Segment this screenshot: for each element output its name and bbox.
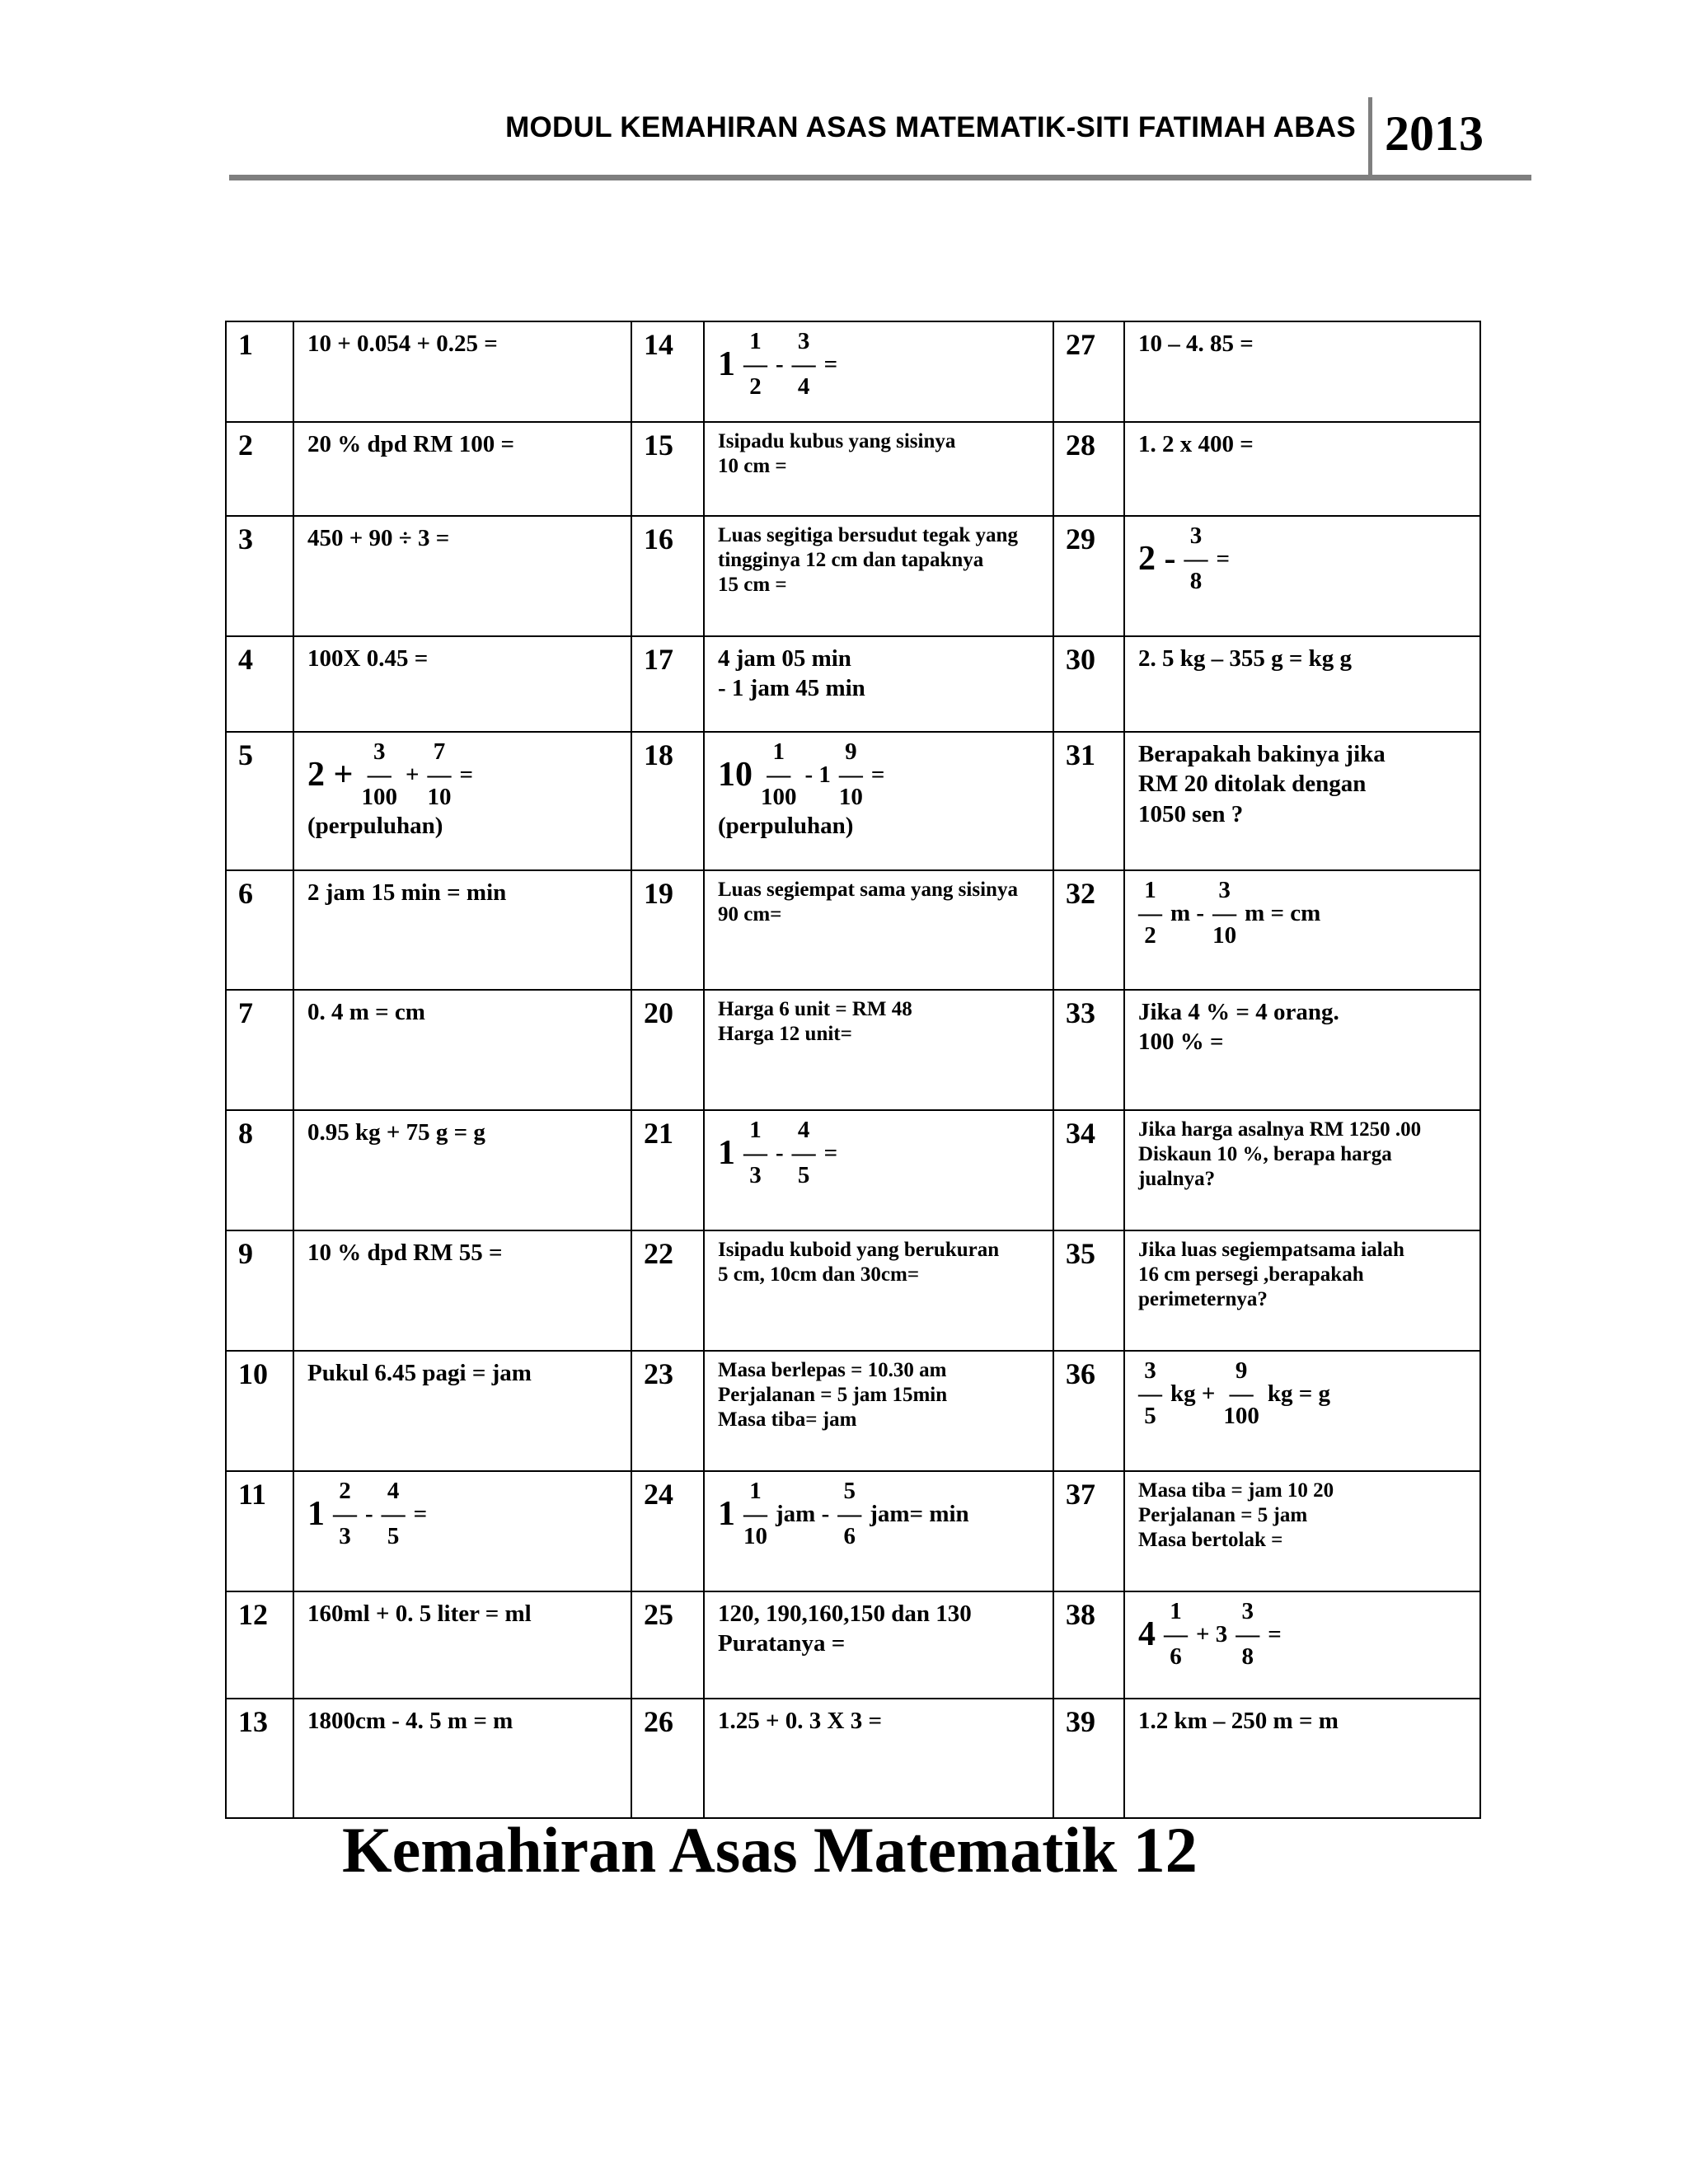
question-cell bbox=[704, 1699, 1053, 1818]
question-text: 0.95 kg + 75 g = g bbox=[307, 1119, 485, 1146]
question-cell bbox=[1124, 516, 1480, 636]
question-text: Isipadu kubus yang sisinya bbox=[718, 430, 956, 452]
fraction-denominator: 8 bbox=[1189, 568, 1203, 595]
question-number: 36 bbox=[1053, 1351, 1124, 1471]
question-text: Isipadu kuboid yang berukuran bbox=[718, 1239, 1000, 1261]
question-number: 39 bbox=[1053, 1699, 1124, 1818]
question-number: 30 bbox=[1053, 636, 1124, 732]
fraction bbox=[761, 739, 797, 811]
question-text: RM 20 ditolak dengan bbox=[1138, 771, 1367, 798]
question-number: 12 bbox=[226, 1591, 293, 1699]
fraction-expression bbox=[1138, 1358, 1471, 1430]
fraction-denominator: 4 bbox=[797, 373, 810, 401]
fraction bbox=[1164, 1599, 1188, 1671]
question-cell bbox=[704, 870, 1053, 990]
question-note: (perpuluhan) bbox=[307, 812, 443, 839]
fraction-bar: — bbox=[1138, 899, 1162, 926]
expression-tail: = bbox=[413, 1501, 428, 1528]
fraction-numerator: 3 bbox=[373, 738, 386, 765]
worksheet-row bbox=[226, 1699, 1480, 1818]
question-cell bbox=[704, 1230, 1053, 1351]
operator: - bbox=[776, 1140, 784, 1167]
operator: - bbox=[365, 1501, 373, 1528]
fraction bbox=[792, 329, 816, 401]
question-cell bbox=[293, 516, 631, 636]
fraction-numerator: 3 bbox=[1241, 1598, 1254, 1624]
fraction-bar: — bbox=[381, 1500, 406, 1527]
question-cell bbox=[704, 732, 1053, 870]
fraction-numerator: 9 bbox=[1235, 1357, 1248, 1384]
question-number: 22 bbox=[631, 1230, 704, 1351]
fraction-denominator: 10 bbox=[427, 784, 452, 811]
question-number: 17 bbox=[631, 636, 704, 732]
question-number: 15 bbox=[631, 422, 704, 516]
question-text: Masa tiba= jam bbox=[718, 1408, 857, 1431]
question-cell bbox=[1124, 870, 1480, 990]
question-text: 1800cm - 4. 5 m = m bbox=[307, 1708, 513, 1734]
question-cell bbox=[1124, 1591, 1480, 1699]
question-text: 1.2 km – 250 m = m bbox=[1138, 1708, 1339, 1734]
fraction-numerator: 3 bbox=[1189, 523, 1203, 549]
question-text: 10 – 4. 85 = bbox=[1138, 330, 1254, 357]
fraction bbox=[427, 739, 451, 811]
whole-number: 4 bbox=[1138, 1615, 1156, 1654]
question-cell bbox=[293, 732, 631, 870]
fraction-bar: — bbox=[743, 350, 767, 377]
fraction-bar: — bbox=[427, 761, 452, 788]
whole-number: 1 bbox=[718, 1495, 735, 1534]
operator: - bbox=[776, 351, 784, 378]
question-number: 24 bbox=[631, 1471, 704, 1591]
fraction-expression bbox=[307, 739, 622, 811]
question-cell bbox=[293, 1110, 631, 1230]
question-text: 4 jam 05 min bbox=[718, 645, 851, 672]
fraction-numerator: 9 bbox=[845, 738, 857, 765]
question-cell bbox=[293, 1351, 631, 1471]
question-cell bbox=[293, 1591, 631, 1699]
question-text: Harga 12 unit= bbox=[718, 1023, 852, 1045]
question-number: 19 bbox=[631, 870, 704, 990]
question-number: 33 bbox=[1053, 990, 1124, 1110]
question-text: tingginya 12 cm dan tapaknya bbox=[718, 549, 984, 571]
fraction-denominator: 3 bbox=[749, 1162, 762, 1189]
fraction-bar: — bbox=[743, 1500, 767, 1527]
fraction-bar: — bbox=[791, 1139, 816, 1166]
fraction bbox=[1138, 878, 1162, 949]
question-cell bbox=[704, 636, 1053, 732]
question-number: 9 bbox=[226, 1230, 293, 1351]
fraction-expression bbox=[718, 1118, 1044, 1189]
question-text: Perjalanan = 5 jam bbox=[1138, 1504, 1308, 1526]
fraction bbox=[1138, 1358, 1162, 1430]
question-number: 28 bbox=[1053, 422, 1124, 516]
question-number: 13 bbox=[226, 1699, 293, 1818]
question-note: (perpuluhan) bbox=[718, 812, 854, 839]
whole-number: 2 + bbox=[307, 756, 354, 794]
question-number: 5 bbox=[226, 732, 293, 870]
expression-tail: m = cm bbox=[1245, 900, 1321, 927]
fraction-bar: — bbox=[791, 350, 816, 377]
question-cell bbox=[1124, 990, 1480, 1110]
question-cell bbox=[704, 321, 1053, 422]
question-cell bbox=[1124, 422, 1480, 516]
fraction-denominator: 6 bbox=[1170, 1643, 1182, 1671]
question-cell bbox=[704, 1110, 1053, 1230]
fraction bbox=[792, 1118, 816, 1189]
fraction-denominator: 10 bbox=[838, 784, 863, 811]
fraction-bar: — bbox=[1164, 1620, 1188, 1647]
fraction-denominator: 100 bbox=[1223, 1403, 1259, 1430]
question-number: 27 bbox=[1053, 321, 1124, 422]
whole-number: 10 bbox=[718, 756, 753, 794]
question-text: Puratanya = bbox=[718, 1630, 846, 1657]
question-cell bbox=[293, 1471, 631, 1591]
fraction-denominator: 2 bbox=[1144, 922, 1156, 949]
operator: kg + bbox=[1170, 1380, 1216, 1408]
question-cell bbox=[1124, 1351, 1480, 1471]
fraction bbox=[1184, 523, 1208, 595]
fraction-denominator: 100 bbox=[361, 784, 397, 811]
question-cell bbox=[704, 516, 1053, 636]
fraction bbox=[361, 739, 397, 811]
fraction-numerator: 4 bbox=[387, 1478, 400, 1504]
worksheet-row bbox=[226, 1591, 1480, 1699]
fraction-denominator: 10 bbox=[1212, 922, 1237, 949]
fraction-numerator: 4 bbox=[797, 1117, 810, 1143]
fraction-denominator: 3 bbox=[339, 1523, 351, 1550]
fraction-denominator: 10 bbox=[743, 1523, 767, 1550]
expression-tail: = bbox=[1268, 1621, 1282, 1648]
operator: + bbox=[405, 762, 420, 789]
question-text: 10 + 0.054 + 0.25 = bbox=[307, 330, 498, 357]
question-text: 90 cm= bbox=[718, 903, 782, 926]
fraction bbox=[1212, 878, 1236, 949]
question-number: 23 bbox=[631, 1351, 704, 1471]
fraction-bar: — bbox=[367, 761, 392, 788]
question-text: 2 jam 15 min = min bbox=[307, 879, 507, 906]
question-text: 100 % = bbox=[1138, 1029, 1224, 1056]
worksheet-row bbox=[226, 1230, 1480, 1351]
question-text: 0. 4 m = cm bbox=[307, 999, 425, 1025]
fraction-expression bbox=[718, 739, 1044, 811]
question-cell bbox=[293, 1230, 631, 1351]
question-cell bbox=[1124, 321, 1480, 422]
question-text: 15 cm = bbox=[718, 574, 787, 596]
fraction-denominator: 5 bbox=[1144, 1403, 1156, 1430]
question-text: Masa tiba = jam 10 20 bbox=[1138, 1479, 1334, 1502]
question-cell bbox=[1124, 636, 1480, 732]
question-text: 1.25 + 0. 3 X 3 = bbox=[718, 1708, 882, 1734]
question-cell bbox=[1124, 1110, 1480, 1230]
question-text: Berapakah bakinya jika bbox=[1138, 741, 1386, 767]
question-number: 35 bbox=[1053, 1230, 1124, 1351]
question-text: Jika luas segiempatsama ialah bbox=[1138, 1239, 1404, 1261]
worksheet-row bbox=[226, 516, 1480, 636]
worksheet-row bbox=[226, 1471, 1480, 1591]
question-number: 34 bbox=[1053, 1110, 1124, 1230]
question-number: 3 bbox=[226, 516, 293, 636]
worksheet-table bbox=[225, 321, 1481, 1819]
fraction bbox=[1236, 1599, 1259, 1671]
question-text: 1050 sen ? bbox=[1138, 800, 1244, 827]
fraction-expression bbox=[1138, 878, 1471, 949]
fraction-expression bbox=[718, 1479, 1044, 1550]
question-text: 2. 5 kg – 355 g = kg g bbox=[1138, 645, 1353, 672]
worksheet-row bbox=[226, 1110, 1480, 1230]
header-rule bbox=[229, 175, 1531, 180]
question-text: 450 + 90 ÷ 3 = bbox=[307, 525, 450, 551]
expression-tail: kg = g bbox=[1267, 1380, 1331, 1408]
question-text: Diskaun 10 %, berapa harga bbox=[1138, 1143, 1392, 1165]
fraction-numerator: 1 bbox=[749, 328, 762, 354]
fraction-bar: — bbox=[767, 761, 791, 788]
fraction bbox=[839, 739, 863, 811]
header-divider-vertical bbox=[1368, 97, 1372, 176]
question-text: Harga 6 unit = RM 48 bbox=[718, 998, 912, 1020]
question-number: 7 bbox=[226, 990, 293, 1110]
fraction-numerator: 1 bbox=[749, 1117, 762, 1143]
expression-tail: = bbox=[823, 351, 838, 378]
fraction-bar: — bbox=[1236, 1620, 1260, 1647]
fraction bbox=[382, 1479, 406, 1550]
expression-tail: = bbox=[459, 762, 473, 789]
question-number: 37 bbox=[1053, 1471, 1124, 1591]
question-cell bbox=[704, 1351, 1053, 1471]
fraction-denominator: 6 bbox=[843, 1523, 856, 1550]
question-text: 160ml + 0. 5 liter = ml bbox=[307, 1601, 532, 1627]
question-text: Perjalanan = 5 jam 15min bbox=[718, 1384, 948, 1406]
question-number: 16 bbox=[631, 516, 704, 636]
question-cell bbox=[1124, 1699, 1480, 1818]
operator: jam - bbox=[776, 1501, 830, 1528]
whole-number: 1 bbox=[307, 1495, 325, 1534]
fraction-denominator: 5 bbox=[797, 1162, 810, 1189]
fraction bbox=[1223, 1358, 1259, 1430]
question-cell bbox=[293, 990, 631, 1110]
question-number: 2 bbox=[226, 422, 293, 516]
question-cell bbox=[293, 1699, 631, 1818]
fraction-numerator: 7 bbox=[433, 738, 446, 765]
question-cell bbox=[293, 870, 631, 990]
fraction-numerator: 3 bbox=[797, 328, 810, 354]
expression-tail: = bbox=[870, 762, 885, 789]
whole-number: 1 bbox=[718, 1134, 735, 1173]
header-year: 2013 bbox=[1385, 106, 1484, 161]
fraction bbox=[743, 1118, 767, 1189]
question-text: 100X 0.45 = bbox=[307, 645, 429, 672]
question-number: 31 bbox=[1053, 732, 1124, 870]
whole-number: 2 - bbox=[1138, 540, 1176, 579]
whole-number: 1 bbox=[718, 345, 735, 384]
question-number: 8 bbox=[226, 1110, 293, 1230]
fraction-numerator: 1 bbox=[772, 738, 785, 765]
question-text: 5 cm, 10cm dan 30cm= bbox=[718, 1263, 920, 1286]
expression-tail: jam= min bbox=[870, 1501, 969, 1528]
question-number: 21 bbox=[631, 1110, 704, 1230]
fraction-numerator: 5 bbox=[843, 1478, 856, 1504]
fraction-expression bbox=[718, 329, 1044, 401]
question-text: Jika 4 % = 4 orang. bbox=[1138, 999, 1339, 1025]
fraction-bar: — bbox=[838, 761, 863, 788]
fraction bbox=[333, 1479, 357, 1550]
question-cell bbox=[1124, 732, 1480, 870]
question-number: 25 bbox=[631, 1591, 704, 1699]
fraction-numerator: 2 bbox=[339, 1478, 351, 1504]
worksheet-row bbox=[226, 990, 1480, 1110]
worksheet-row bbox=[226, 1351, 1480, 1471]
question-number: 6 bbox=[226, 870, 293, 990]
question-number: 20 bbox=[631, 990, 704, 1110]
worksheet-row bbox=[226, 732, 1480, 870]
question-text: 16 cm persegi ,berapakah bbox=[1138, 1263, 1364, 1286]
question-text: 10 % dpd RM 55 = bbox=[307, 1240, 503, 1266]
question-number: 1 bbox=[226, 321, 293, 422]
fraction-bar: — bbox=[1229, 1380, 1254, 1407]
question-text: Jika harga asalnya RM 1250 .00 bbox=[1138, 1118, 1422, 1141]
fraction-expression bbox=[1138, 523, 1471, 595]
worksheet-row bbox=[226, 422, 1480, 516]
worksheet-row bbox=[226, 636, 1480, 732]
question-cell bbox=[704, 422, 1053, 516]
fraction-numerator: 3 bbox=[1144, 1357, 1156, 1384]
fraction-denominator: 2 bbox=[749, 373, 762, 401]
question-text: Luas segitiga bersudut tegak yang bbox=[718, 524, 1018, 546]
question-number: 18 bbox=[631, 732, 704, 870]
expression-tail: = bbox=[823, 1140, 838, 1167]
fraction bbox=[743, 1479, 767, 1550]
question-number: 4 bbox=[226, 636, 293, 732]
fraction-bar: — bbox=[1138, 1380, 1162, 1407]
question-text: 1. 2 x 400 = bbox=[1138, 431, 1254, 457]
operator: m - bbox=[1170, 900, 1205, 927]
fraction-denominator: 5 bbox=[387, 1523, 400, 1550]
fraction-bar: — bbox=[837, 1500, 862, 1527]
question-cell bbox=[704, 1471, 1053, 1591]
question-text: - 1 jam 45 min bbox=[718, 675, 865, 702]
fraction-denominator: 100 bbox=[761, 784, 797, 811]
question-number: 26 bbox=[631, 1699, 704, 1818]
question-text: Pukul 6.45 pagi = jam bbox=[307, 1360, 532, 1386]
question-cell bbox=[293, 422, 631, 516]
worksheet-row bbox=[226, 870, 1480, 990]
question-number: 29 bbox=[1053, 516, 1124, 636]
question-cell bbox=[293, 636, 631, 732]
fraction-denominator: 8 bbox=[1241, 1643, 1254, 1671]
fraction-numerator: 1 bbox=[1170, 1598, 1182, 1624]
question-number: 14 bbox=[631, 321, 704, 422]
module-header-title: MODUL KEMAHIRAN ASAS MATEMATIK-SITI FATIMAH ABAS bbox=[505, 111, 1356, 143]
question-text: jualnya? bbox=[1138, 1168, 1216, 1190]
question-number: 11 bbox=[226, 1471, 293, 1591]
fraction-expression bbox=[307, 1479, 622, 1550]
fraction bbox=[837, 1479, 861, 1550]
fraction-expression bbox=[1138, 1599, 1471, 1671]
question-cell bbox=[1124, 1471, 1480, 1591]
question-cell bbox=[704, 1591, 1053, 1699]
question-cell bbox=[293, 321, 631, 422]
fraction-numerator: 3 bbox=[1218, 877, 1231, 903]
fraction-bar: — bbox=[333, 1500, 357, 1527]
question-text: 120, 190,160,150 dan 130 bbox=[718, 1601, 972, 1627]
fraction-numerator: 1 bbox=[749, 1478, 762, 1504]
page-footer-title: Kemahiran Asas Matematik 12 bbox=[342, 1814, 1198, 1886]
question-text: 10 cm = bbox=[718, 455, 787, 477]
fraction-numerator: 1 bbox=[1144, 877, 1156, 903]
fraction-bar: — bbox=[1184, 545, 1208, 572]
expression-tail: = bbox=[1216, 546, 1231, 573]
question-text: Masa berlepas = 10.30 am bbox=[718, 1359, 947, 1381]
fraction bbox=[743, 329, 767, 401]
operator: + 3 bbox=[1196, 1621, 1228, 1648]
worksheet-row bbox=[226, 321, 1480, 422]
question-text: Masa bertolak = bbox=[1138, 1529, 1283, 1551]
question-number: 32 bbox=[1053, 870, 1124, 990]
operator: - 1 bbox=[804, 762, 831, 789]
fraction-bar: — bbox=[1212, 899, 1237, 926]
question-text: 20 % dpd RM 100 = bbox=[307, 431, 514, 457]
question-number: 10 bbox=[226, 1351, 293, 1471]
question-number: 38 bbox=[1053, 1591, 1124, 1699]
question-cell bbox=[704, 990, 1053, 1110]
fraction-bar: — bbox=[743, 1139, 767, 1166]
question-cell bbox=[1124, 1230, 1480, 1351]
question-text: perimeternya? bbox=[1138, 1288, 1268, 1310]
question-text: Luas segiempat sama yang sisinya bbox=[718, 879, 1018, 901]
